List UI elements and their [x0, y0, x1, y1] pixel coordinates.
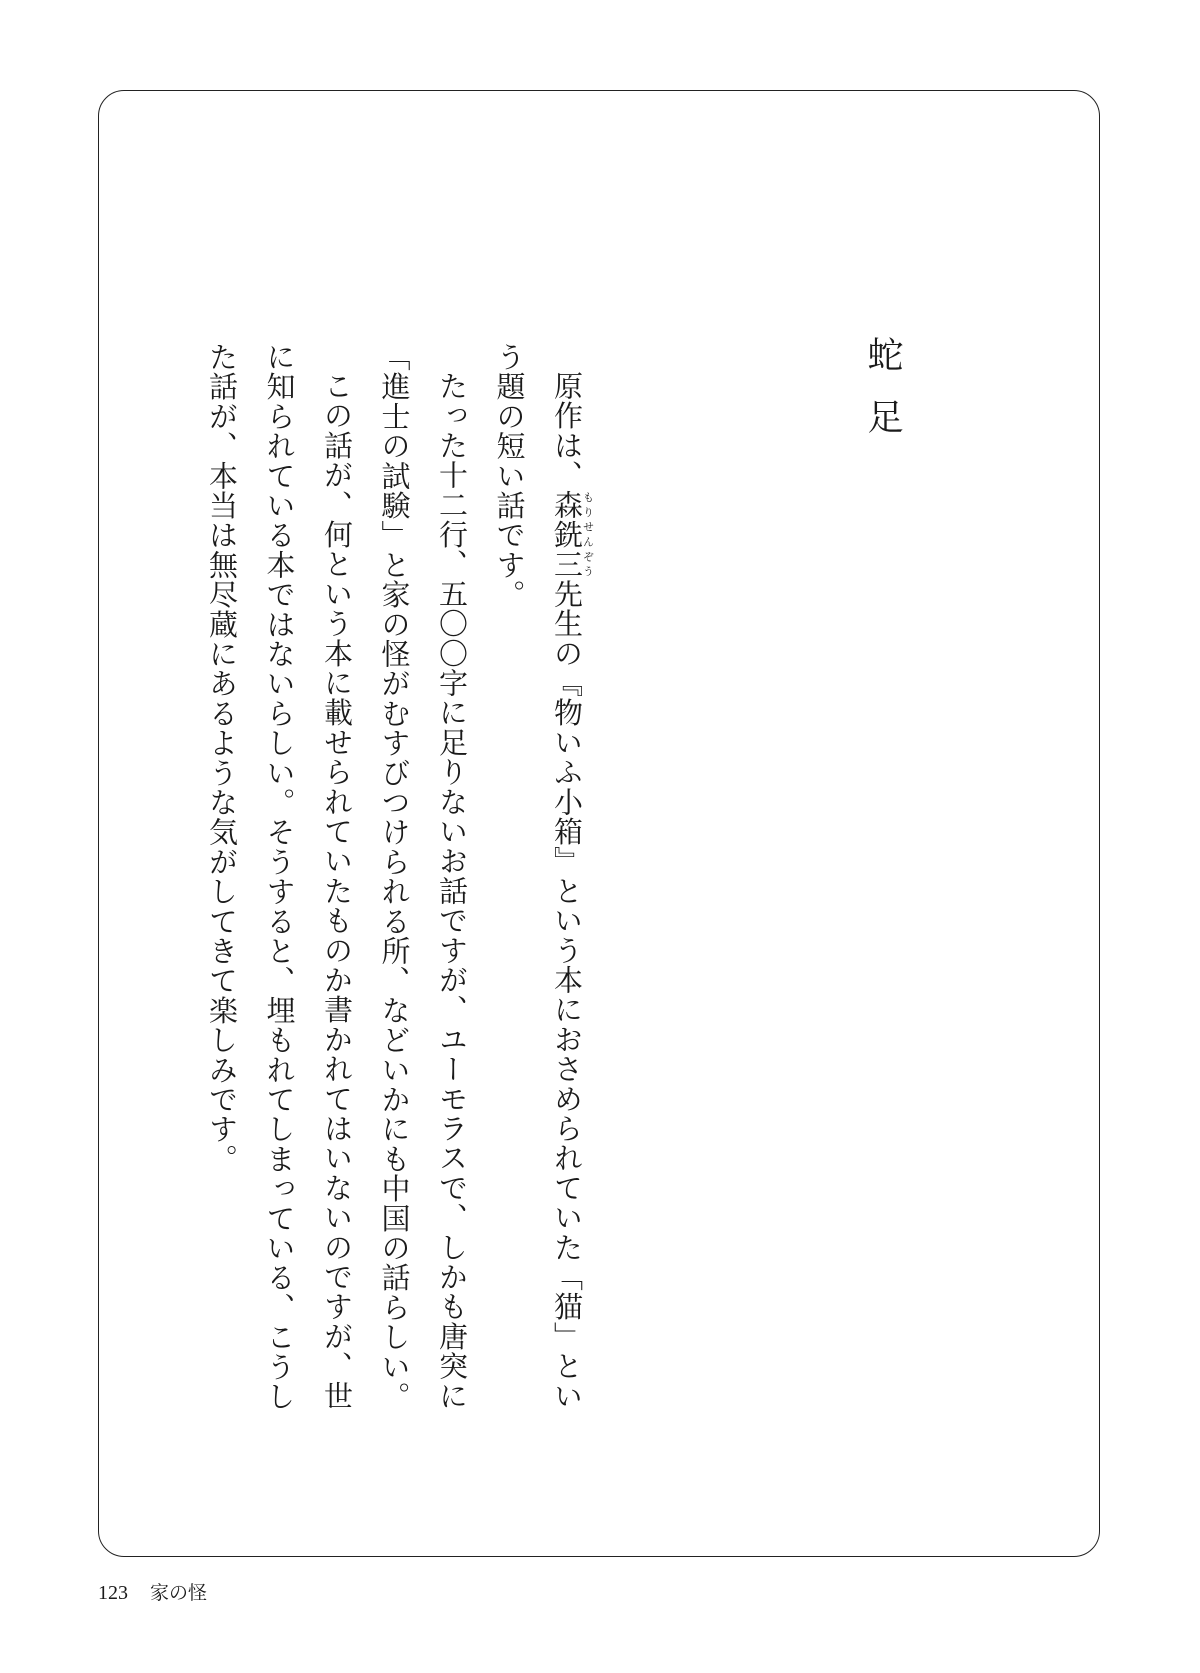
paragraph-1-start: 原作は、	[550, 371, 584, 490]
page-title: 蛇足	[862, 336, 903, 460]
author-name	[550, 489, 595, 579]
paragraph-1-rest: 先生の『物いふ小箱』という本におさめられていた「猫」という題の短い話です。	[492, 342, 584, 1411]
footer	[98, 1578, 207, 1605]
body-text	[205, 342, 595, 1422]
author-name-base: 森銑三	[550, 489, 584, 579]
paragraph-1	[480, 342, 595, 1422]
page-number: 123	[98, 1582, 128, 1604]
section-title: 家の怪	[150, 1582, 208, 1604]
paragraph-3: この話が、何という本に載せられていたものか書かれてはいないのですが、世に知られている本ではないらしい。そうすると、埋もれてしまっている、こうした話が、本当は無尽蔵にあるような気がしてきて楽しみです。	[205, 342, 354, 1412]
paragraph-2: たった十二行、五〇〇字に足りないお話ですが、ユーモラスで、しかも唐突に「進士の試験」と家の怪がむすびつけられる所、などいかにも中国の話らしい。	[377, 342, 469, 1412]
author-name-reading: もりせんぞう	[581, 489, 595, 579]
